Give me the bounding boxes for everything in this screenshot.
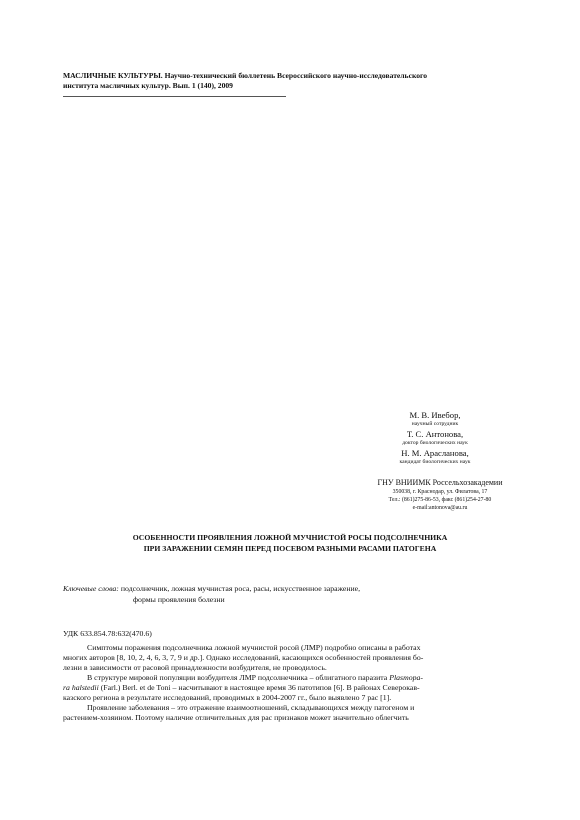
institution-email[interactable]: e-mail:antonova@au.ru bbox=[412, 505, 468, 511]
author-name: Т. С. Антонова, bbox=[406, 429, 464, 439]
body-line: многих авторов [8, 10, 2, 4, 6, 3, 7, 9 и др.]. Однако исследований, касающихся особенностей проявления бо- bbox=[63, 653, 424, 662]
author-name: М. В. Ивебор, bbox=[409, 410, 461, 420]
body-line: лезни в зависимости от расовой принадлежности возбудителя, не проводилось. bbox=[63, 663, 327, 672]
institution-address: 350038, г. Краснодар, ул. Филатова, 17 bbox=[392, 489, 488, 495]
udc-code: УДК 633.854.78:632(470.6) bbox=[63, 629, 152, 638]
journal-line-2: института масличных культур. Вып. 1 (140), 2009 bbox=[63, 81, 233, 90]
journal-header bbox=[63, 71, 523, 91]
journal-line-1: МАСЛИЧНЫЕ КУЛЬТУРЫ. Научно-технический бюллетень Всероссийского научно-исследовательского bbox=[63, 71, 428, 80]
body-line: Проявление заболевания – это отражение взаимоотношений, складывающихся между патогеном и bbox=[87, 703, 415, 712]
body-line bbox=[63, 683, 523, 693]
author-role: научный сотрудник bbox=[411, 421, 459, 427]
author-role: доктор биологических наук bbox=[402, 440, 468, 446]
species-name: Plasmopa- bbox=[389, 673, 423, 682]
body-line bbox=[63, 673, 523, 683]
title-line-1: ОСОБЕННОСТИ ПРОЯВЛЕНИЯ ЛОЖНОЙ МУЧНИСТОЙ РОСЫ ПОДСОЛНЕЧНИКА bbox=[132, 533, 448, 542]
institution-name: ГНУ ВНИИМК Россельхозакадемии bbox=[377, 478, 503, 487]
article-title bbox=[60, 532, 520, 554]
author-block bbox=[340, 410, 530, 467]
author-role: кандидат биологических наук bbox=[399, 459, 471, 465]
keywords-text-cont: формы проявления болезни bbox=[133, 594, 225, 604]
species-name: ra halstedii bbox=[63, 683, 99, 692]
body-line: Симптомы поражения подсолнечника ложной мучнистой росой (ЛМР) подробно описаны в работах bbox=[87, 643, 421, 652]
header-divider bbox=[63, 96, 286, 97]
author-name: Н. М. Арасланова, bbox=[401, 448, 469, 458]
title-line-2: ПРИ ЗАРАЖЕНИИ СЕМЯН ПЕРЕД ПОСЕВОМ РАЗНЫМИ РАСАМИ ПАТОГЕНА bbox=[143, 544, 437, 553]
body-text: В структуре мировой популяции возбудителя ЛМР подсолнечника – облигатного паразита bbox=[87, 673, 390, 682]
institution-block bbox=[352, 477, 528, 512]
body-line: казского региона в результате исследований, проводимых в 2004-2007 гг., было выявлено 7 рас [1]. bbox=[63, 693, 392, 702]
keywords-label: Ключевые слова: bbox=[63, 584, 119, 593]
keywords-block bbox=[63, 584, 523, 605]
institution-phone: Тел.: (861)275-86-53, факс (861)254-27-80 bbox=[388, 497, 492, 503]
body-text: (Farl.) Berl. et de Toni – насчитывают в настоящее время 36 патотипов [6]. В районах Северокав- bbox=[98, 683, 420, 692]
article-body bbox=[63, 643, 523, 723]
body-line: растением-хозяином. Поэтому наличие отличительных для рас признаков может значительно облегчить bbox=[63, 713, 409, 722]
keywords-text: подсолнечник, ложная мучнистая роса, расы, искусственное заражение, bbox=[118, 584, 361, 593]
